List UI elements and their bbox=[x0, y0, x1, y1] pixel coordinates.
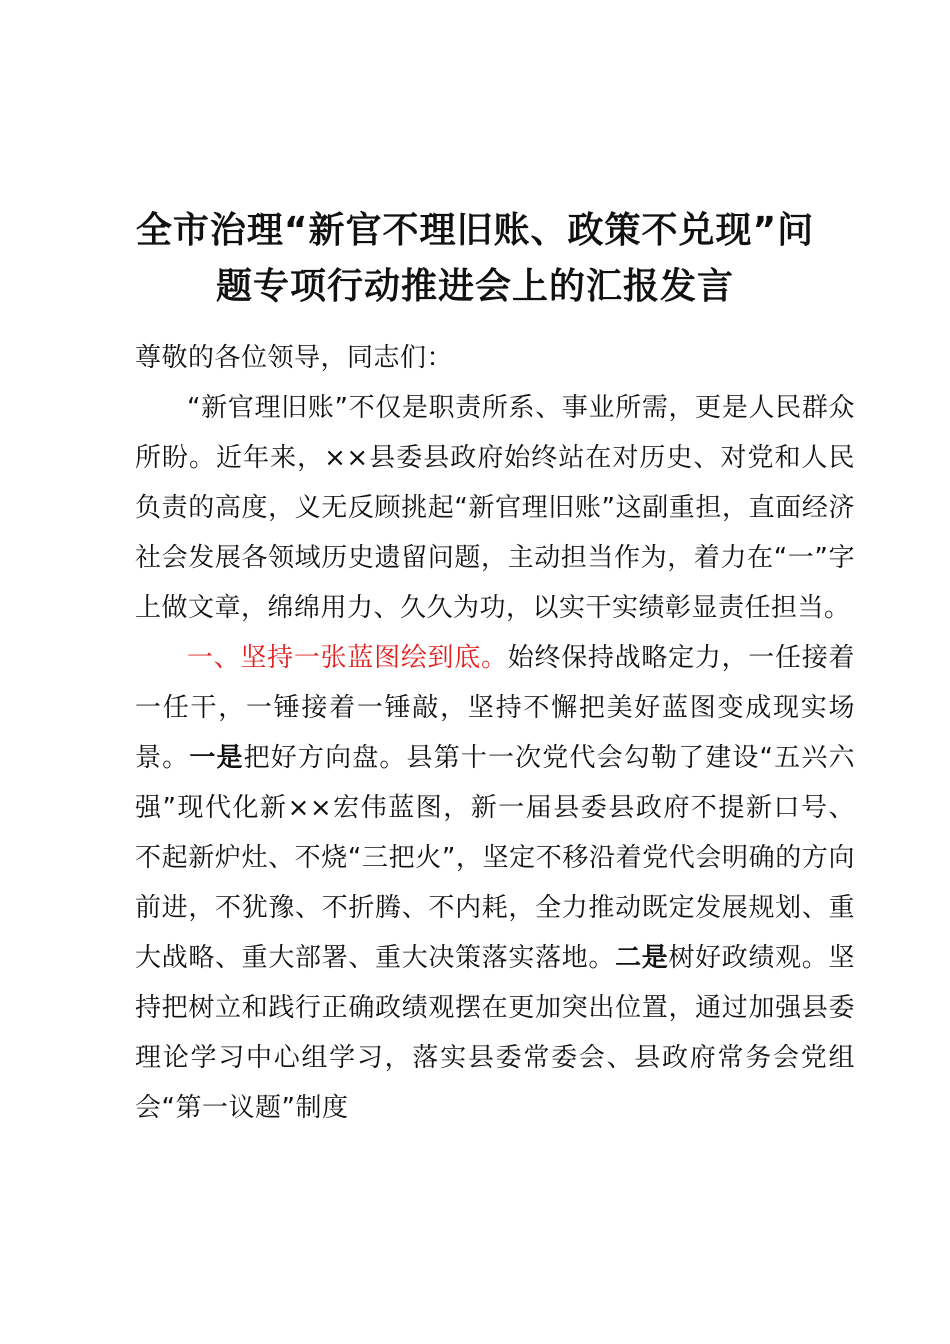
document-body bbox=[135, 333, 855, 1133]
section-heading: 一、坚持一张蓝图绘到底。 bbox=[187, 643, 508, 673]
point-2-text: 树好政绩观。坚持把树立和践行正确政绩观摆在更加突出位置，通过加强县委理论学习中心组学习，落实县委常委会、县政府常务会党组会“第一议题”制度 bbox=[135, 943, 855, 1123]
page-title bbox=[100, 203, 850, 315]
section-intro: 始终保持战略定力，一任接着一任干，一锤接着一锤敲，坚持不懈把美好蓝图变成现实场景。 bbox=[135, 643, 855, 773]
point-1-text: 把好方向盘。县第十一次党代会勾勒了建设“五兴六强”现代化新××宏伟蓝图，新一届县委县政府不提新口号、不起新炉灶、不烧“三把火”，坚定不移沿着党代会明确的方向前进，不犹豫、不折腾、不内耗，全力推动既定发展规划、重大战略、重大部署、重大决策落实落地。 bbox=[135, 743, 855, 973]
salutation: 尊敬的各位领导，同志们： bbox=[135, 343, 454, 373]
paragraph-section-1 bbox=[135, 633, 855, 1133]
paragraph-intro: “新官理旧账”不仅是职责所系、事业所需，更是人民群众所盼。近年来，××县委县政府始终站在对历史、对党和人民负责的高度，义无反顾挑起“新官理旧账”这副重担，直面经济社会发展各领域历史遗留问题，主动担当作为，着力在“一”字上做文章，绵绵用力、久久为功，以实干实绩彰显责任担当。 bbox=[135, 393, 855, 623]
point-2-label: 二是 bbox=[615, 943, 669, 973]
title-line-2: 题专项行动推进会上的汇报发言 bbox=[215, 266, 734, 307]
title-line-1: 全市治理“新官不理旧账、政策不兑现”问 bbox=[135, 210, 815, 251]
point-1-label: 一是 bbox=[189, 743, 244, 773]
